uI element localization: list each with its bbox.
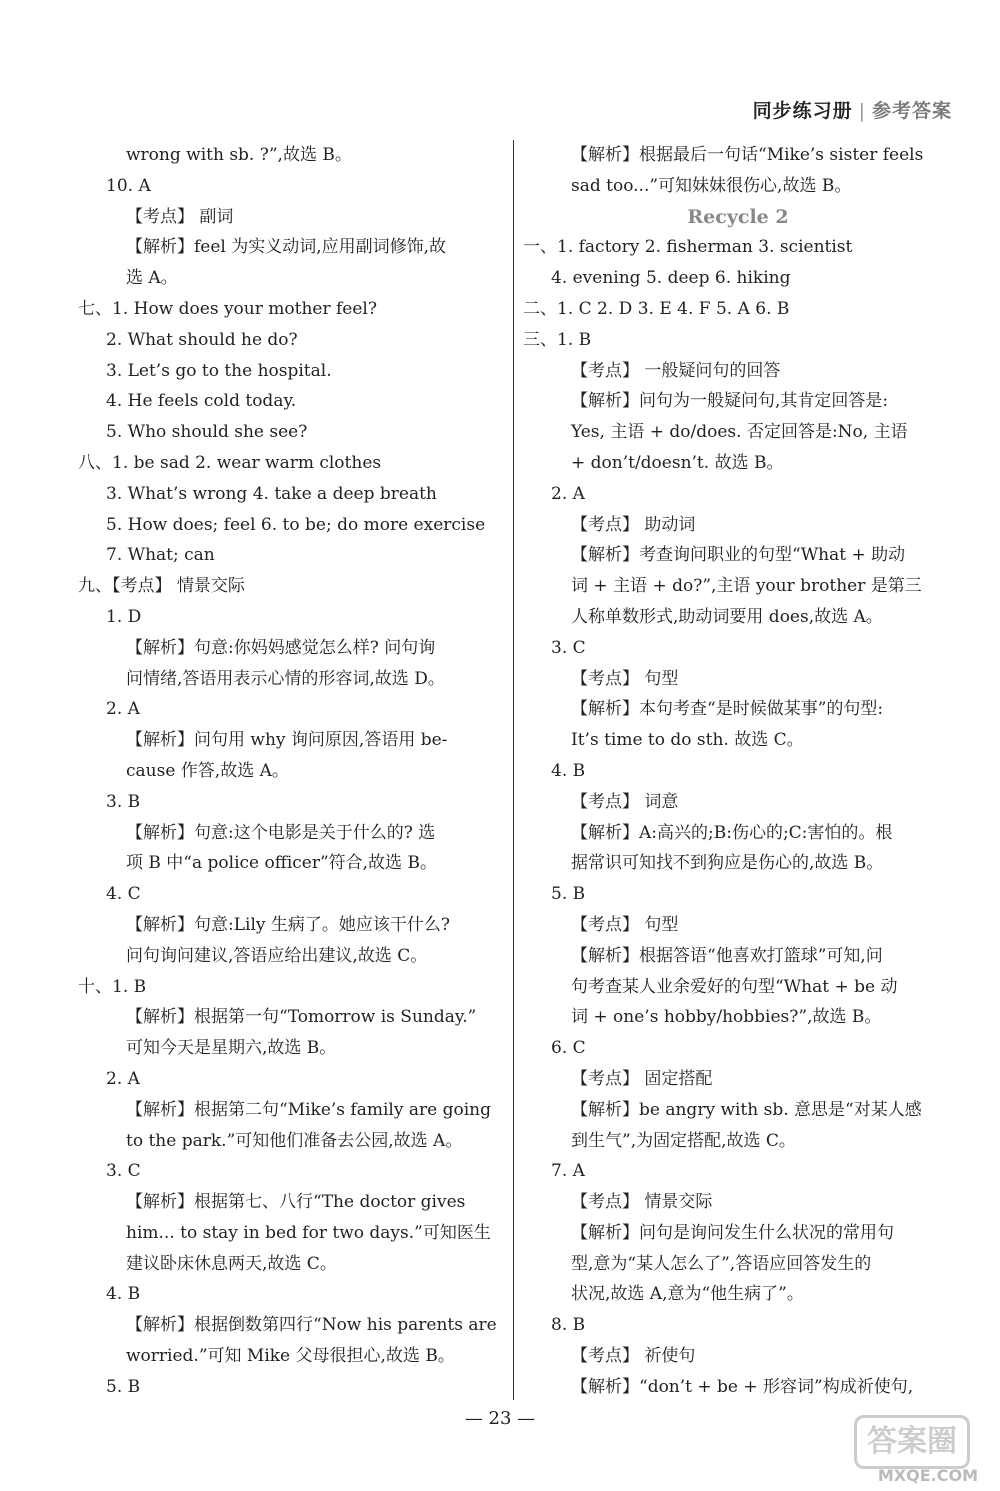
- answer-line: 1. D: [106, 606, 142, 627]
- answer-line: to the park.”可知他们准备去公园,故选 A。: [126, 1130, 463, 1151]
- answer-line: Recycle 2: [687, 205, 789, 228]
- answer-line: 九、【考点】 情景交际: [78, 576, 245, 597]
- answer-line: 4. B: [106, 1284, 141, 1305]
- answer-line: 5. How does; feel 6. to be; do more exercise: [106, 514, 486, 535]
- answer-line: 据常识可知找不到狗应是伤心的,故选 B。: [571, 853, 884, 874]
- answer-line: 2. What should he do?: [106, 329, 298, 350]
- answer-line: 2. A: [106, 1068, 140, 1089]
- answer-line: 一、1. factory 2. fisherman 3. scientist: [523, 237, 853, 258]
- answer-line: 建议卧床休息两天,故选 C。: [126, 1253, 337, 1274]
- answer-line: 【考点】 助动词: [571, 514, 696, 535]
- section-title: 参考答案: [871, 100, 952, 122]
- answer-line: 【解析】根据第七、八行“The doctor gives: [126, 1192, 466, 1213]
- answer-line: 状况,故选 A,意为“他生病了”。: [571, 1284, 804, 1305]
- answer-line: 到生气”,为固定搭配,故选 C。: [571, 1130, 796, 1151]
- answer-line: + don’t/doesn’t. 故选 B。: [571, 452, 784, 473]
- answer-line: him... to stay in bed for two days.”可知医生: [126, 1222, 491, 1243]
- left-column: [78, 140, 506, 1403]
- answer-line: 【考点】 词意: [571, 791, 679, 812]
- answer-line: 型,意为“某人怎么了”,答语应回答发生的: [571, 1253, 872, 1274]
- answer-line: worried.”可知 Mike 父母很担心,故选 B。: [126, 1346, 455, 1367]
- answer-line: 词 + 主语 + do?”,主语 your brother 是第三: [571, 576, 922, 597]
- column-divider: [513, 140, 514, 1400]
- answer-line: 5. B: [106, 1376, 141, 1397]
- answer-line: 2. A: [551, 483, 585, 504]
- answer-line: 【考点】 副词: [126, 206, 234, 227]
- answer-line: 【解析】考查询问职业的句型“What + 助动: [571, 545, 906, 566]
- answer-line: 【解析】A:高兴的;B:伤心的;C:害怕的。根: [571, 822, 893, 843]
- answer-line: 七、1. How does your mother feel?: [78, 298, 377, 319]
- watermark-site: MXQE.COM: [877, 1466, 978, 1485]
- answer-line: 3. Let’s go to the hospital.: [106, 360, 332, 381]
- answer-line: 7. What; can: [106, 545, 215, 566]
- answer-line: 【解析】根据倒数第四行“Now his parents are: [126, 1315, 497, 1336]
- answer-line: 4. He feels cold today.: [106, 391, 297, 412]
- answer-line: 【考点】 句型: [571, 914, 679, 935]
- answer-line: wrong with sb. ?”,故选 B。: [126, 145, 352, 165]
- answer-line: 项 B 中“a police officer”符合,故选 B。: [126, 853, 437, 874]
- answer-line: 【解析】be angry with sb. 意思是“对某人感: [571, 1099, 922, 1120]
- answer-line: 句考查某人业余爱好的句型“What + be 动: [571, 976, 898, 997]
- answer-line: 问情绪,答语用表示心情的形容词,故选 D。: [126, 668, 445, 689]
- answer-line: 三、1. B: [523, 329, 592, 350]
- answer-line: 八、1. be sad 2. wear warm clothes: [78, 452, 382, 473]
- answer-line: 【解析】本句考查“是时候做某事”的句型:: [571, 699, 884, 720]
- book-title: 同步练习册: [752, 100, 853, 122]
- answer-line: 【解析】根据最后一句话“Mike’s sister feels: [571, 145, 924, 165]
- answer-line: 3. What’s wrong 4. take a deep breath: [106, 483, 437, 504]
- answer-line: 【解析】句意:Lily 生病了。她应该干什么?: [126, 914, 451, 935]
- right-column: [523, 140, 953, 1403]
- header-separator: |: [858, 100, 866, 122]
- running-header: [753, 96, 952, 123]
- answer-line: 【解析】feel 为实义动词,应用副词修饰,故: [126, 237, 447, 258]
- answer-line: 【解析】“don’t + be + 形容词”构成祈使句,: [571, 1376, 914, 1397]
- answer-line: 5. Who should she see?: [106, 422, 308, 443]
- answer-line: 10. A: [106, 175, 151, 196]
- answer-line: cause 作答,故选 A。: [126, 760, 289, 781]
- answer-line: 【解析】根据答语“他喜欢打篮球”可知,问: [571, 945, 883, 966]
- answer-line: 【考点】 情景交际: [571, 1192, 713, 1213]
- answer-line: 可知今天是星期六,故选 B。: [126, 1038, 337, 1059]
- answer-line: 【考点】 一般疑问句的回答: [571, 360, 781, 381]
- answer-line: 3. C: [106, 1161, 141, 1182]
- answer-line: 【考点】 祈使句: [571, 1346, 696, 1367]
- answer-line: 【解析】问句为一般疑问句,其肯定回答是:: [571, 391, 889, 412]
- answer-line: 问句询问建议,答语应给出建议,故选 C。: [126, 945, 428, 966]
- answer-line: 4. evening 5. deep 6. hiking: [551, 268, 791, 289]
- answer-line: 【考点】 固定搭配: [571, 1068, 713, 1089]
- answer-line: sad too...”可知妹妹很伤心,故选 B。: [571, 175, 852, 196]
- answer-line: Yes, 主语 + do/does. 否定回答是:No, 主语: [571, 422, 908, 443]
- answer-line: 【解析】句意:你妈妈感觉怎么样? 问句询: [126, 637, 436, 658]
- answer-line: 人称单数形式,助动词要用 does,故选 A。: [571, 606, 883, 627]
- answer-line: 【解析】句意:这个电影是关于什么的? 选: [126, 822, 436, 843]
- answer-line: 十、1. B: [78, 976, 147, 997]
- answer-line: 【解析】根据第二句“Mike’s family are going: [126, 1099, 491, 1120]
- answer-line: 3. C: [551, 637, 586, 658]
- answer-line: 【解析】问句是询问发生什么状况的常用句: [571, 1222, 894, 1243]
- answer-line: 2. A: [106, 699, 140, 720]
- answer-line: 4. C: [106, 884, 141, 905]
- page-number: — 23 —: [464, 1408, 536, 1429]
- answer-line: 4. B: [551, 760, 586, 781]
- answer-line: 3. B: [106, 791, 141, 812]
- answer-line: 【解析】问句用 why 询问原因,答语用 be-: [126, 730, 448, 751]
- answer-line: 词 + one’s hobby/hobbies?”,故选 B。: [571, 1007, 882, 1028]
- answer-line: 8. B: [551, 1315, 586, 1336]
- answer-line: 6. C: [551, 1038, 586, 1059]
- answer-line: It’s time to do sth. 故选 C。: [571, 730, 804, 751]
- answer-line: 选 A。: [126, 268, 178, 289]
- answer-line: 7. A: [551, 1161, 585, 1182]
- answer-line: 【考点】 句型: [571, 668, 679, 689]
- answer-line: 【解析】根据第一句“Tomorrow is Sunday.”: [126, 1007, 477, 1028]
- answer-line: 5. B: [551, 884, 586, 905]
- answer-line: 二、1. C 2. D 3. E 4. F 5. A 6. B: [523, 298, 790, 319]
- watermark-logo: 答案圈: [854, 1415, 970, 1469]
